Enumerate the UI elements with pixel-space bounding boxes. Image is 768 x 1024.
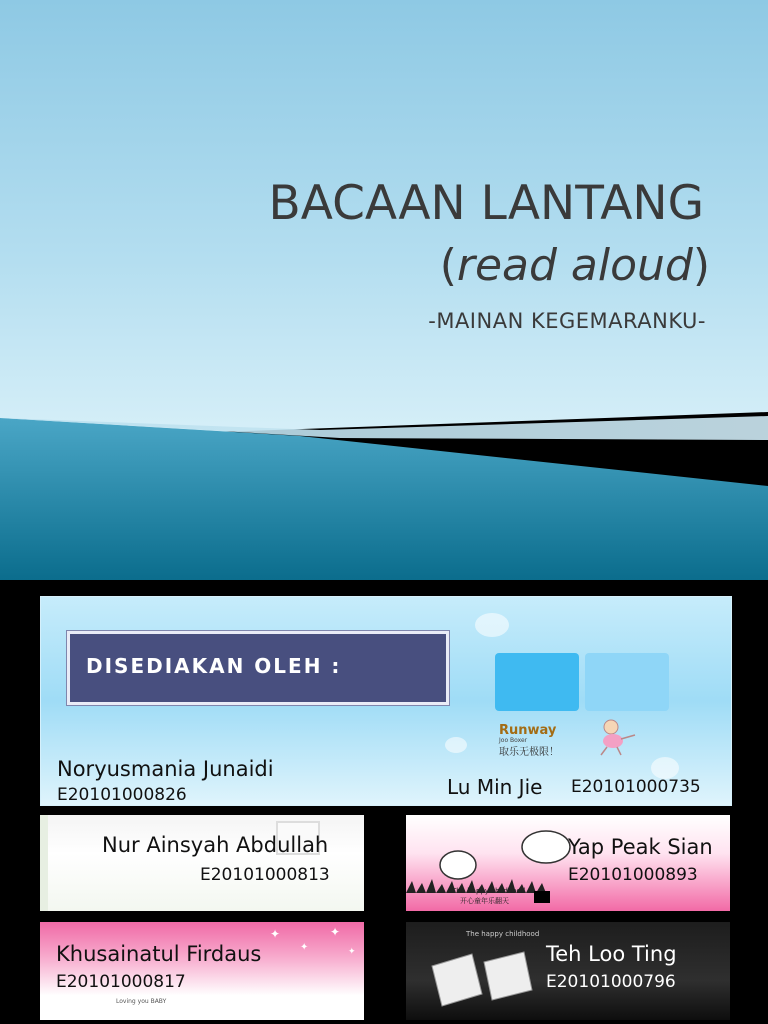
member-id: E20101000817 [56,972,186,992]
card-caption: Loving you BABY [116,998,167,1005]
slide-tagline: -MAINAN KEGEMARANKU- [428,309,706,333]
bubble-decoration [445,737,467,753]
member-id: E20101000893 [568,865,698,885]
subtitle-paren-close: ) [692,240,710,291]
cloud-icon [436,827,576,887]
photo-cards-decoration [428,944,538,1014]
member-card-yap-peak-sian [406,815,730,911]
card-caption-cn: 开心童年乐翻天 [460,897,509,905]
slide-subtitle [440,240,710,291]
member-name: Lu Min Jie [447,775,543,799]
subtitle-italic: read aloud [456,240,693,291]
svg-text:✦: ✦ [330,925,341,939]
svg-text:✦: ✦ [270,927,281,941]
svg-text:✦: ✦ [300,942,309,953]
member-card-teh-loo-ting [406,922,730,1020]
prepared-by-card [40,596,732,806]
runway-logo [495,715,645,765]
runway-logo-text: Runway [499,723,557,738]
black-box-decoration [534,891,550,903]
bubble-decoration [651,757,679,779]
card-caption: The happy childhood [452,887,526,895]
member-name: Nur Ainsyah Abdullah [102,833,329,857]
member-name: Khusainatul Firdaus [56,942,262,966]
kid-figure-icon [591,717,639,757]
runway-sub-text: Joo Boxer [499,737,528,744]
card-edge-decoration [40,815,48,911]
member-id: E20101000826 [57,785,187,805]
member-name: Noryusmania Junaidi [57,757,274,781]
bubble-decoration [475,613,509,637]
member-name: Yap Peak Sian [568,835,713,859]
prepared-by-heading-box [67,631,449,705]
member-card-khusainatul [40,922,364,1020]
member-card-nur-ainsyah [40,815,364,911]
light-blue-square-decoration [585,653,669,711]
member-id: E20101000813 [200,865,330,885]
runway-tag-text: 取乐无极限！ [499,747,559,758]
slide-title: BACAAN LANTANG [268,176,704,231]
blue-square-decoration [495,653,579,711]
member-id: E20101000796 [546,972,676,992]
member-name: Teh Loo Ting [546,942,677,966]
subtitle-paren-open: ( [439,240,457,291]
member-id: E20101000735 [571,777,701,797]
card-caption: The happy childhood [466,930,540,938]
svg-text:✦: ✦ [348,947,356,957]
prepared-by-heading: DISEDIAKAN OLEH : [86,654,342,678]
star-decoration [260,924,360,964]
